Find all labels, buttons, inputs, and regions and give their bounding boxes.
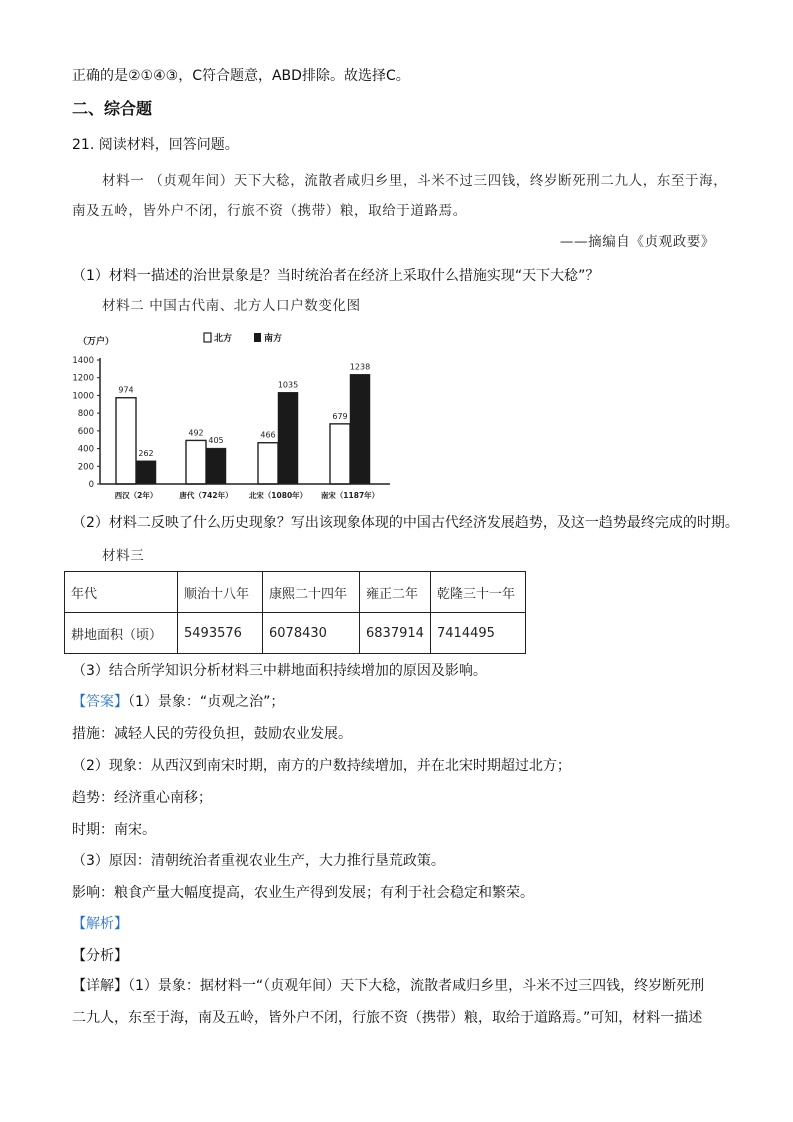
bar-north-2 [258,443,278,484]
answer-tag: 【答案】 [72,694,128,710]
bar-value-label: 466 [260,430,276,440]
y-tick-label: 200 [77,462,94,473]
bar-value-label: 1035 [277,380,299,390]
bar-south-0 [136,461,156,484]
answer-3-impact: 影响：粮食产量大幅度提高，农业生产得到发展；有利于社会稳定和繁荣。 [72,885,534,901]
bar-value-label: 405 [208,436,224,446]
answer-3-reason: （3）原因：清朝统治者重视农业生产，大力推行垦荒政策。 [72,853,445,869]
bar-south-2 [278,392,298,484]
y-axis-label: （万户） [78,337,115,347]
previous-answer-line: 正确的是②①④③，C符合题意，ABD排除。故选择C。 [72,68,410,84]
y-tick-label: 1000 [72,391,94,402]
bar-north-1 [186,440,206,484]
population-bar-chart [64,322,404,504]
section-title: 二、综合题 [72,99,153,118]
x-tick-label: 北宋（1080年） [248,491,308,500]
x-tick-label: 唐代（742年） [179,491,233,500]
table-row [65,613,526,654]
table-col-1: 顺治十八年 [178,572,263,613]
answer-1-scene: （1）景象：“贞观之治”； [128,694,285,710]
bar-north-0 [116,398,136,484]
y-tick-label: 1200 [72,373,94,384]
bar-value-label: 974 [118,385,134,395]
analysis-tag: 【解析】 [72,916,128,932]
x-tick-label: 南宋（1187年） [320,491,380,500]
legend-north-label: 北方 [214,334,233,344]
table-value-3: 6837914 [360,613,431,654]
table-col-4: 乾隆三十一年 [431,572,526,613]
table-header-year: 年代 [65,572,178,613]
material2-title: 材料二 中国古代南、北方人口户数变化图 [102,298,361,314]
answer-2-period: 时期：南宋。 [72,822,156,838]
sub-question-3: （3）结合所学知识分析材料三中耕地面积持续增加的原因及影响。 [72,663,487,679]
sub-question-2: （2）材料二反映了什么历史现象？写出该现象体现的中国古代经济发展趋势，及这一趋势最终完成的时期。 [72,515,739,531]
bar-north-3 [330,424,350,484]
y-tick-label: 400 [77,444,94,455]
table-value-1: 5493576 [178,613,263,654]
bar-value-label: 679 [332,411,348,421]
analysis-detail-line-1 [72,976,704,996]
chart-legend [204,332,282,344]
detail-tag: 【详解】 [72,978,128,994]
material3-title: 材料三 [102,548,145,564]
legend-north-swatch [204,333,211,342]
y-tick-label: 0 [88,480,94,490]
material1-line1: 材料一 （贞观年间）天下大稔，流散者咸归乡里，斗米不过三四钱，终岁断死刑二九人，东至于海， [102,173,728,189]
legend-south-swatch [254,333,261,342]
analysis-fenxi: 【分析】 [72,948,128,964]
detail-text-1: （1）景象：据材料一“（贞观年间）天下大稔，流散者咸归乡里，斗米不过三四钱，终岁断死刑 [128,978,705,994]
sub-question-1: （1）材料一描述的治世景象是？当时统治者在经济上采取什么措施实现“天下大稔”？ [72,268,600,284]
bar-south-3 [350,374,370,484]
bar-south-1 [206,448,226,484]
table-row [65,572,526,613]
material1-line2: 南及五岭，皆外户不闭，行旅不资（携带）粮，取给于道路焉。 [72,203,467,219]
answer-1-measure: 措施：减轻人民的劳役负担，鼓励农业发展。 [72,726,352,742]
table-col-3: 雍正二年 [360,572,431,613]
answer-2-trend: 趋势：经济重心南移； [72,790,212,806]
material1-source: ——摘编自《贞观政要》 [559,234,715,250]
y-tick-label: 1400 [72,356,94,366]
answer-2-phenomenon: （2）现象：从西汉到南宋时期，南方的户数持续增加，并在北宋时期超过北方； [72,758,571,774]
y-tick-label: 600 [77,426,94,437]
question-number: 21. 阅读材料，回答问题。 [72,137,239,153]
bar-value-label: 262 [138,448,154,458]
x-tick-label: 西汉（2年） [114,491,158,500]
bar-value-label: 1238 [349,362,371,372]
table-value-2: 6078430 [263,613,360,654]
table-col-2: 康熙二十四年 [263,572,360,613]
table-value-4: 7414495 [431,613,526,654]
legend-south-label: 南方 [264,334,283,344]
material3-table [64,571,526,654]
answer-line-1 [72,692,284,712]
y-tick-label: 800 [77,409,94,420]
analysis-detail-line-2: 二九人，东至于海，南及五岭，皆外户不闭，行旅不资（携带）粮，取给于道路焉。”可知，材料一描述 [72,1010,703,1026]
bar-value-label: 492 [188,428,204,438]
table-header-area: 耕地面积（顷） [65,613,178,654]
